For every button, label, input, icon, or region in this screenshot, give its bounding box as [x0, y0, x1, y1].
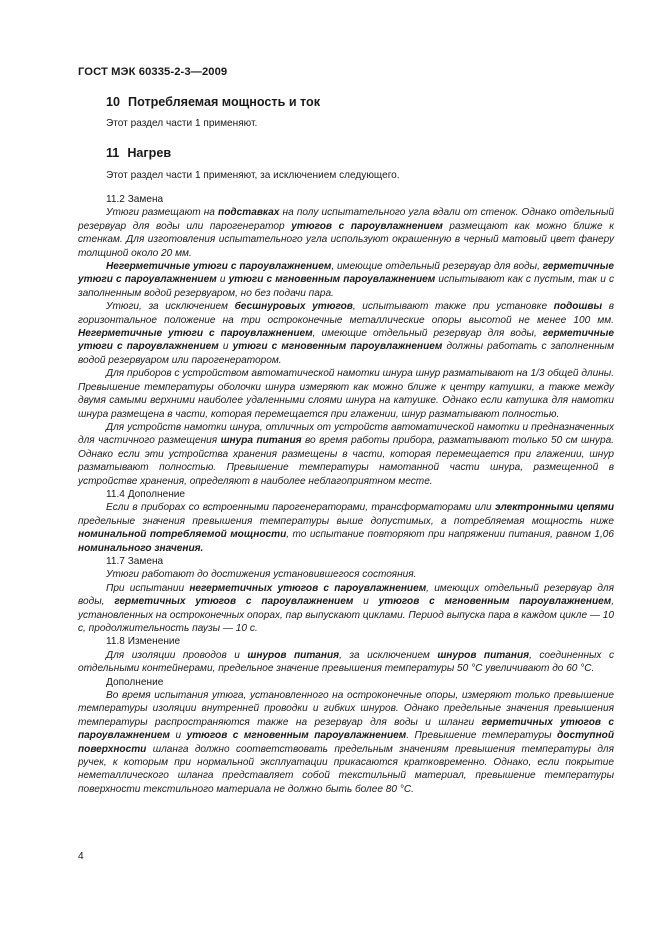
text-run: Во время испытания утюга, установленного на остроконечные опоры, измеряют только превышение температуры изоляции внутренней проводки и гибких шнуров. Однако предельные значения превышения температуры распространяются также на резервуар для воды и шланги [78, 690, 614, 728]
text-run: на полу испытательного угла вдали от стенок. Однако отдельный резервуар для воды или парогенератор [78, 207, 615, 232]
defined-term: подошвы [553, 301, 603, 313]
text-run: , имеющие отдельный резервуар для воды, [312, 328, 543, 340]
text-run: 11.2 Замена [106, 194, 164, 205]
section-11-number: 11 [106, 146, 120, 160]
page-number: 4 [78, 851, 84, 862]
text-run: При испытании [106, 582, 190, 594]
text-run: Для приборов с устройством автоматической намотки шнура шнур разматывают на 1/3 общей длины. Превышение температуры оболочки шнура измеряют как можно ближе к центру катушки, а также между двумя самыми верхними наиболее удаленными слоями шнура на катушке. Однако если катушка для намотки шнура размещена в части, которая перемещается при глажении, шнур разматывают полностью. [78, 368, 614, 420]
text-run: размещают как можно ближе к стенкам. Для изготовления испытательного угла используют окрашенную в черный матовый цвет фанеру толщиной около 20 мм. [78, 220, 614, 259]
section-10-title: Потребляемая мощность и ток [128, 95, 321, 109]
text-run: Для изоляции проводов и [106, 649, 248, 661]
paragraph [78, 367, 614, 421]
text-run: и [218, 341, 233, 353]
text-run: и [216, 274, 229, 286]
text-run: 11.7 Замена [106, 555, 164, 567]
section-11-intro: Этот раздел части 1 применяют, за исключением следующего. [106, 170, 400, 181]
text-run: 11.8 Изменение [106, 636, 181, 648]
text-run: , соединенных с отдельными контейнерами, предельное значение превышения температуры 50 °C увеличивают до 60 °C. [78, 649, 615, 675]
defined-term: герметичные утюги с пароувлажнением [78, 261, 615, 286]
section-11-heading [106, 146, 171, 160]
text-run: в горизонтальное положение на три остроконечные металлические опоры высотой не менее 100 мм. [78, 301, 615, 326]
defined-term: шнуров питания [247, 649, 340, 661]
standard-header: ГОСТ МЭК 60335-2-3—2009 [78, 66, 228, 78]
text-run: предельные значения превышения температуры выше допустимых, а потребляемая мощность ниже [78, 515, 614, 527]
text-run: . Превышение температуры [406, 730, 558, 742]
defined-term: герметичных утюгов с пароувлажнением [114, 596, 354, 608]
paragraph [78, 421, 614, 488]
text-run: , установленных на остроконечных опорах, пар выпускают циклами. Период выпуска пара в каждом цикле — 10 с, продолжительность паузы — 10 с. [78, 596, 615, 634]
defined-term: утюги с мгновенным пароувлажнением [228, 274, 436, 286]
defined-term: шнура питания [220, 435, 302, 447]
text-run: Утюги размещают на [106, 207, 219, 219]
section-10-text: Этот раздел части 1 применяют. [106, 118, 258, 129]
defined-term: шнуров питания [437, 649, 530, 661]
text-run: , имеющих отдельный резервуар для воды, [78, 582, 614, 608]
paragraph [78, 501, 614, 555]
defined-term: бесшнуровых утюгов [234, 301, 353, 313]
section-11-body [78, 193, 614, 796]
defined-term: номинальной потребляемой мощности [78, 529, 287, 541]
defined-term: электронными цепями [494, 502, 614, 514]
text-run: во время работы прибора, разматывают только 50 см шнура. Однако если эти устройства хранения размещены в части, которая перемещается при глажении, шнур разматывают полностью. Превышение температуры намотанной части шнура, размещенной в устройстве хранения, определяют в наиболее неблагоприятном месте. [78, 435, 614, 487]
defined-term: герметичных утюгов с пароувлажнением [78, 716, 615, 742]
text-run: Утюги, за исключением [106, 301, 235, 313]
text-run: , имеющие отдельный резервуар для воды, [331, 261, 543, 273]
defined-term: номинального значения. [78, 542, 204, 554]
text-run: , то испытание повторяют при напряжении питания, равном 1,06 [286, 529, 614, 541]
defined-term: негерметичных утюгов с пароувлажнением [189, 582, 427, 594]
paragraph [78, 568, 614, 581]
text-run: , испытывают также при установке [352, 301, 554, 313]
defined-term: Негерметичные утюги с пароувлажнением [106, 261, 332, 273]
text-run: и [353, 596, 379, 608]
paragraph [78, 206, 614, 260]
text-run: , за исключением [339, 649, 438, 661]
text-run: шланга должно соответствовать предельным значениям превышения температуры для ручек, к которым при нормальной эксплуатации прикасаются кратковременно. Однако, если покрытие неметаллического шланга представляет собой текстильный материал, превышение температуры поверхности текстильного материала не должно быть более 80 °C. [78, 743, 614, 795]
subclause-heading [78, 635, 614, 648]
text-run: испытывают как с пустым, так и с заполненным водой резервуаром, но без подачи пара. [78, 274, 614, 299]
section-11-title: Нагрев [127, 146, 172, 160]
text-run: и [169, 730, 187, 742]
text-run: Для устройств намотки шнура, отличных от устройств автоматической намотки и предназначенных для частичного размещения [78, 421, 614, 447]
paragraph [78, 689, 614, 796]
paragraph [78, 260, 614, 300]
defined-term: подставках [218, 207, 280, 219]
defined-term: утюги с мгновенным пароувлажнением [232, 341, 443, 353]
text-run: Дополнение [106, 676, 164, 688]
text-run: Утюги работают до достижения установившегося состояния. [106, 569, 417, 581]
defined-term: герметичные утюги с пароувлажнением [78, 328, 615, 353]
defined-term: утюгов с мгновенным пароувлажнением [378, 596, 612, 608]
subclause-heading [78, 676, 614, 689]
defined-term: утюгов с мгновенным пароувлажнением [186, 730, 407, 742]
subclause-heading [78, 555, 614, 568]
section-10-number: 10 [106, 95, 121, 109]
subclause-heading [78, 488, 614, 501]
defined-term: утюгов с пароувлажнением [291, 220, 443, 232]
defined-term: доступной поверхности [78, 730, 614, 755]
text-run: должны работать с заполненным водой резервуаром или парогенератором. [78, 341, 614, 366]
subclause-heading [78, 193, 614, 206]
defined-term: Негерметичные утюги с пароувлажнением [78, 328, 313, 340]
text-run: Если в приборах со встроенными парогенераторами, трансформаторами или [106, 502, 495, 514]
paragraph [78, 300, 614, 367]
paragraph [78, 649, 614, 676]
section-10-heading [106, 95, 320, 109]
text-run: 11.4 Дополнение [106, 488, 186, 500]
paragraph [78, 582, 614, 636]
